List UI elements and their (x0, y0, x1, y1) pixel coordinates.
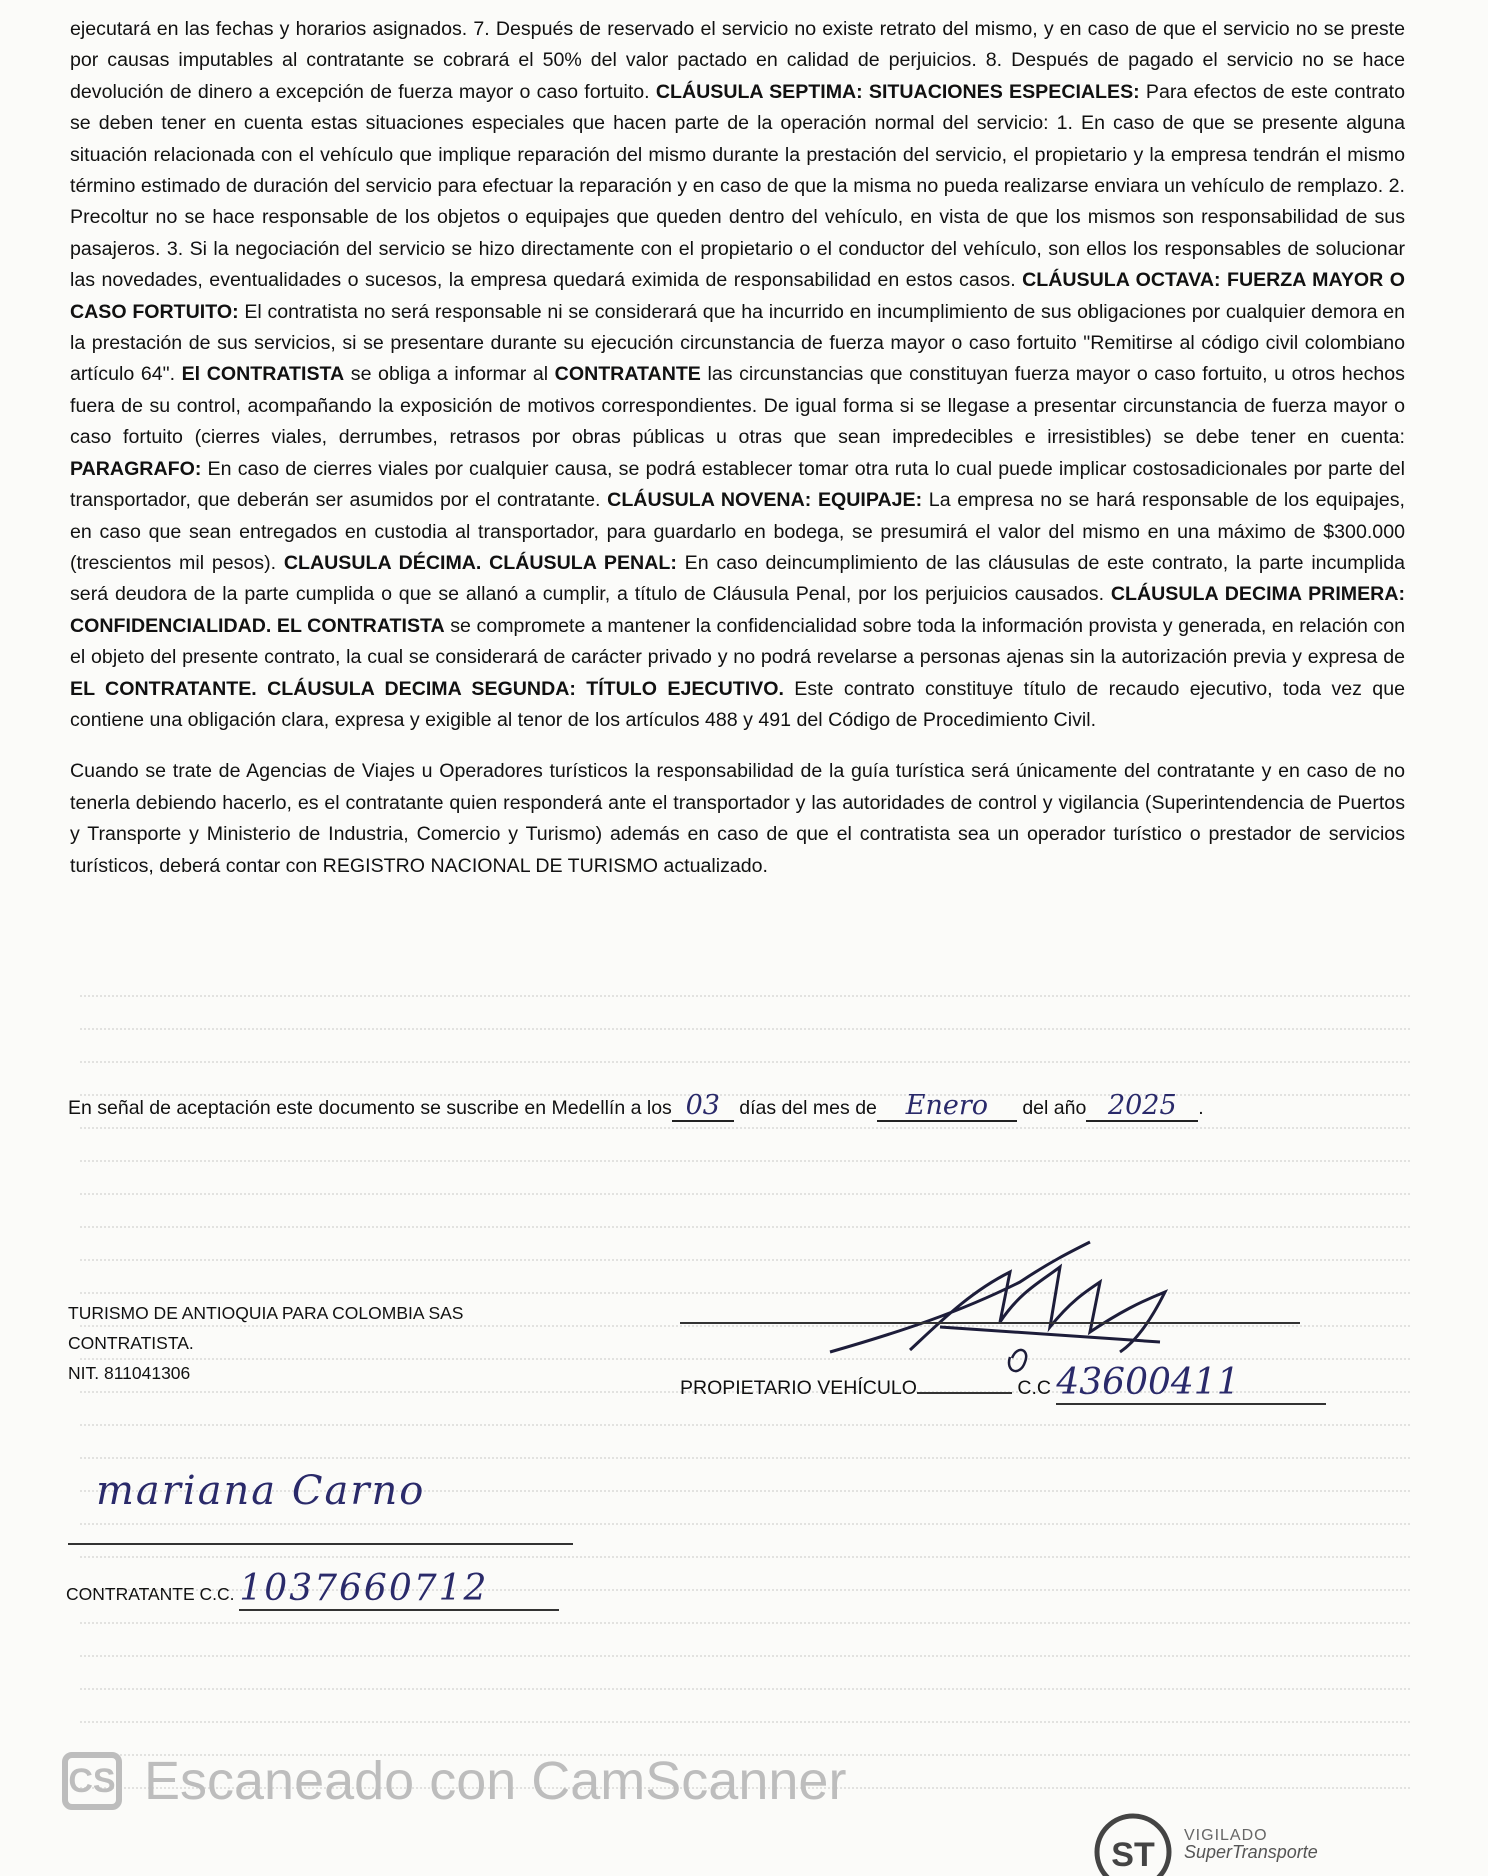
supertransporte-label: SuperTransporte (1184, 1842, 1318, 1862)
owner-cc-value[interactable]: 43600411 (1056, 1362, 1326, 1405)
svg-text:ST: ST (1111, 1836, 1155, 1874)
day-field[interactable]: 03 (672, 1092, 734, 1122)
owner-label: PROPIETARIO VEHÍCULO (680, 1377, 917, 1399)
contratista-block (68, 1298, 463, 1388)
clause-9-heading: CLÁUSULA NOVENA: EQUIPAJE: (607, 489, 923, 512)
contratante-cc-label: CONTRATANTE C.C. (66, 1584, 235, 1604)
month-field[interactable]: Enero (877, 1092, 1017, 1122)
clause-8-heading: CLÁUSULA OCTAVA: FUERZA MAYOR O CASO FORTUITO: (70, 269, 1406, 323)
year-field[interactable]: 2025 (1086, 1092, 1198, 1122)
clause-7-heading: CLÁUSULA SEPTIMA: SITUACIONES ESPECIALES: (655, 80, 1140, 103)
camscanner-watermark (62, 1750, 846, 1812)
camscanner-logo-icon: CS (62, 1752, 122, 1810)
paragrafo-heading: PARAGRAFO: (70, 457, 202, 480)
clause-10-heading: CLAUSULA DÉCIMA. CLÁUSULA PENAL: (283, 551, 677, 574)
clause-11-heading: CLÁUSULA DECIMA PRIMERA: CONFIDENCIALIDAD. EL CONTRATISTA (70, 583, 1405, 637)
contratista-company: TURISMO DE ANTIOQUIA PARA COLOMBIA SAS (68, 1303, 464, 1323)
owner-block (680, 1362, 1326, 1405)
contratista-role: CONTRATISTA. (68, 1333, 194, 1353)
acceptance-line: En señal de aceptación este documento se suscribe en Medellín a los 03 días del mes de Enero del año 2025 . (68, 1090, 1204, 1121)
contratante-cc-value[interactable]: 1037660712 (239, 1568, 559, 1611)
contratante-signature-line (68, 1543, 573, 1545)
clauses-paragraph: ejecutará en las fechas y horarios asignados. 7. Después de reservado el servicio no existe retrato del mismo, y en caso de que el servicio no se preste por causas imputables al contratante se cobrará el 50% del valor pactado en calidad de perjuicios. 8. Después de pagado el servicio no se hace devolución de dinero a excepción de fuerza mayor o caso fortuito. CLÁUSULA SEPTIMA: SITUACIONES ESPECIALES: Para efectos de este contrato se deben tener en cuenta estas situaciones especiales que hacen parte de la operación normal del servicio: 1. En caso de que se presente alguna situación relacionada con el vehículo que implique reparación del mismo durante la prestación del servicio, el propietario y la empresa tendrán el mismo término estimado de duración del servicio para efectuar la reparación y en caso de que la misma no pueda realizarse enviara un vehículo de remplazo. 2. Precoltur no se hace responsable de los objetos o equipajes que queden dentro del vehículo, en vista de que los mismos son responsabilidad de sus pasajeros. 3. Si la negociación del servicio se hizo directamente con el propietario o el conductor del vehículo, son ellos los responsables de solucionar las novedades, eventualidades o sucesos, la empresa quedará eximida de responsabilidad en estos casos. CLÁUSULA OCTAVA: FUERZA MAYOR O CASO FORTUITO: El contratista no será responsable ni se considerará que ha incurrido en incumplimiento de sus obligaciones por cualquier demora en la prestación de sus servicios, si se presentare durante su ejecución circunstancia de fuerza mayor o caso fortuito "Remitirse al código civil colombiano artículo 64". El CONTRATISTA se obliga a informar al CONTRATANTE las circunstancias que constituyan fuerza mayor o caso fortuito, u otros hechos fuera de su control, acompañando la exposición de motivos correspondientes. De igual forma si se llegase a presentar circunstancia de fuerza mayor o caso fortuito (cierres viales, derrumbes, retrasos por obras públicas u otras que sean impredecibles e irresistibles) se debe tener en cuenta: PARAGRAFO: En caso de cierres viales por cualquier causa, se podrá establecer tomar otra ruta lo cual puede implicar costosadicionales por parte del transportador, que deberán ser asumidos por el contratante. CLÁUSULA NOVENA: EQUIPAJE: La empresa no se hará responsable de los equipajes, en caso que sean entregados en custodia al transportador, para guardarlo en bodega, se presumirá el valor del mismo en una máximo de $300.000 (trescientos mil pesos). CLAUSULA DÉCIMA. CLÁUSULA PENAL: En caso deincumplimiento de las cláusulas de este contrato, la parte incumplida será deudora de la parte cumplida o que se allanó a cumplir, a título de Cláusula Penal, por los perjuicios causados. CLÁUSULA DECIMA PRIMERA: CONFIDENCIALIDAD. EL CONTRATISTA se compromete a mantener la confidencialidad sobre toda la información provista y generada, en relación con el objeto del presente contrato, la cual se considerará de carácter privado y no podrá revelarse a personas ajenas sin la autorización previa y expresa de EL CONTRATANTE. CLÁUSULA DECIMA SEGUNDA: TÍTULO EJECUTIVO. Este contrato constituye título de recaudo ejecutivo, toda vez que contiene una obligación clara, expresa y exigible al tenor de los artículos 488 y 491 del Código de Procedimiento Civil. (70, 18, 1406, 731)
vigilado-supertransporte (1092, 1812, 1318, 1876)
owner-cc-label: C.C (1017, 1377, 1051, 1399)
vigilado-label: VIGILADO (1184, 1827, 1268, 1844)
owner-signature (820, 1232, 1240, 1382)
contratista-nit: NIT. 811041306 (68, 1363, 191, 1383)
contract-body (70, 14, 1405, 882)
camscanner-text: Escaneado con CamScanner (144, 1751, 847, 1811)
contratante-cc-block (66, 1568, 559, 1611)
agencies-paragraph: Cuando se trate de Agencias de Viajes u Operadores turísticos la responsabilidad de la guía turística será únicamente del contratante y en caso de no tenerla debiendo hacerlo, es el contratante quien responderá ante el transportador y las autoridades de control y vigilancia (Superintendencia de Puertos y Transporte y Ministerio de Industria, Comercio y Turismo) además en caso de que el contratista sea un operador turístico o prestador de servicios turísticos, deberá contar con REGISTRO NACIONAL DE TURISMO actualizado. (70, 760, 1405, 877)
contratante-signature-name: mariana Carno (96, 1468, 426, 1514)
owner-signature-line (680, 1322, 1300, 1324)
supertransporte-logo-icon (1092, 1812, 1174, 1876)
clause-12-heading: EL CONTRATANTE. CLÁUSULA DECIMA SEGUNDA: TÍTULO EJECUTIVO. (70, 677, 784, 700)
